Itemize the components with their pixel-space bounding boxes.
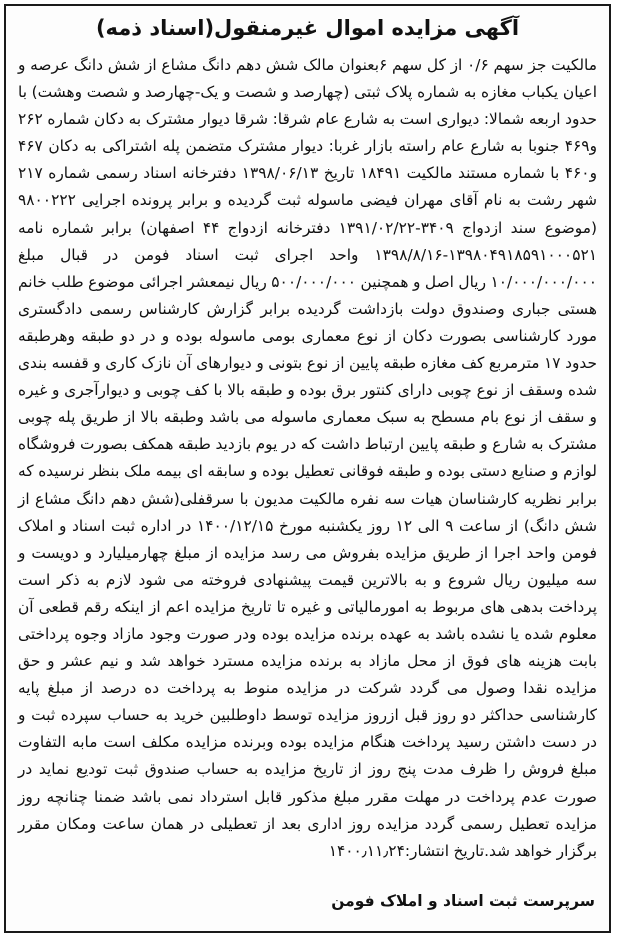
notice-signature: سرپرست ثبت اسناد و املاک فومن [331,892,595,910]
notice-body: مالکیت جز سهم ۰/۶ از کل سهم ۶بعنوان مالک شش دهم دانگ مشاع از شش دانگ عرصه و اعیان یکباب مغازه به شماره پلاک ثبتی (چهارصد و شصت و یک-چهارصد و شصت وهشت) با حدود اربعه شمالا: دیواری است به شارع عام شرقا: شرقا دیوار مشترک به دکان شماره ۲۶۲ و۴۶۹ جنوبا به شارع عام راسته بازار غربا: دیوار مشترک متضمن پله اشتراکی به دکان ۴۶۷ و۴۶۰ با شماره مستند مالکیت ۱۸۴۹۱ تاریخ ۱۳۹۸/۰۶/۱۳ دفترخانه اسناد رسمی شماره ۲۱۷ شهر رشت به نام آقای مهران فیضی ماسوله ثبت گردیده و برابر پرونده اجرایی ۹۸۰۰۲۲۲ (موضوع سند ازدواج ۳۴۰۹-۱۳۹۱/۰۲/۲۲ دفترخانه ازدواج ۴۴ اصفهان) برابر شماره نامه ۱۳۹۸۰۴۹۱۸۵۹۱۰۰۰۵۲۱-۱۳۹۸/۸/۱۶ واحد اجرای ثبت اسناد فومن در قبال مبلغ ۱۰/۰۰۰/۰۰۰/۰۰۰ ریال اصل و همچنین ۵۰۰/۰۰۰/۰۰۰ ریال نیمعشر اجرائی موضوع طلب خانم هستی جباری وصندوق دولت بازداشت گردیده برابر گزارش کارشناس رسمی دادگستری مورد کارشناسی بصورت دکان از نوع معماری بومی ماسوله بوده و در دو طبقه وهرطبقه حدود ۱۷ مترمربع کف مغازه طبقه پایین از نوع بتونی و دیوارهای آن نازک کاری و قفسه بندی شده وسقف از نوع چوبی دارای کنتور برق بوده و طبقه بالا با کف چوبی و دیوارآجری و غیره و سقف از نوع بام مسطح به سبک معماری ماسوله می باشد وطبقه بالا از طریق پله چوبی مشترک به شارع و طبقه پایین ارتباط داشت که در یوم بازدید طبقه همکف بصورت فروشگاه لوازم و صنایع دستی بوده و طبقه فوقانی تعطیل بوده و سابقه ای بیمه ملک بنظر نرسیده که برابر نظریه کارشناسان هیات سه نفره مالکیت مدیون با سرقفلی(شش دهم دانگ مشاع از شش دانگ) از ساعت ۹ الی ۱۲ روز یکشنبه مورخ ۱۴۰۰/۱۲/۱۵ در اداره ثبت اسناد و املاک فومن واحد اجرا از طریق مزایده بفروش می رسد مزایده از مبلغ چهارمیلیارد و دویست و سه میلیون ریال شروع و به بالاترین قیمت پیشنهادی فروخته می شود لازم به ذکر است پرداخت بدهی های مربوط به امورمالیاتی و غیره تا تاریخ مزایده اعم از اینکه رقم قطعی آن معلوم شده یا نشده باشد به عهده برنده مزایده بوده ودر صورت وجود مازاد وجوه پرداختی بابت هزینه های فوق از محل مازاد به برنده مزایده مسترد خواهد شد و نیم عشر و حق مزایده نقدا وصول می گردد شرکت در مزایده منوط به پرداخت ده درصد از مبلغ پایه کارشناسی حداکثر دو روز قبل ازروز مزایده توسط داوطلبین خرید به حساب سپرده ثبت و در دست داشتن رسید پرداخت هنگام مزایده بوده وبرنده مزایده مکلف است مابه التفاوت مبلغ فروش را ظرف مدت پنج روز از تاریخ مزایده به حساب صندوق ثبت تودیع نماید در صورت عدم پرداخت در مهلت مقرر مبلغ مذکور قابل استرداد نمی باشد ضمنا چنانچه روز مزایده تعطیل رسمی گردد مزایده روز اداری بعد از تعطیلی در همان ساعت ومکان مقرر برگزار خواهد شد.تاریخ انتشار:۱۴۰۰٫۱۱٫۲۴ [18,56,598,860]
notice-title: آگهی مزایده اموال غیرمنقول(اسناد ذمه) [95,16,520,40]
auction-notice [4,4,611,933]
